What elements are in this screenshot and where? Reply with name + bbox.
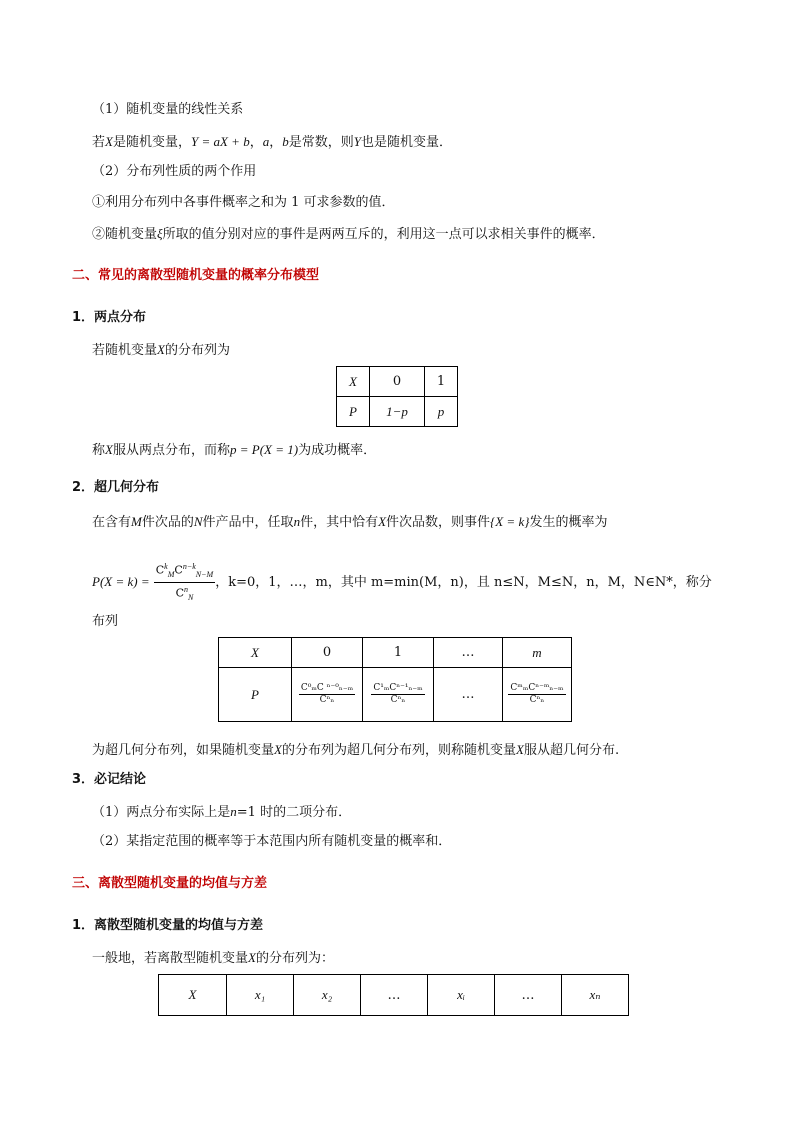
table-cell: p (425, 397, 458, 427)
mean-distribution-table (158, 974, 629, 1016)
conclusion-2: （2）某指定范围的概率等于本范围内所有随机变量的概率和． (92, 834, 452, 849)
table-cell: 1 (363, 638, 434, 668)
table-cell: x₂ (294, 975, 361, 1016)
table-cell: m (503, 638, 572, 668)
table-cell: $\frac{\text{C⁰ₘC ⁿ⁻⁰ₙ₋ₘ}}{\text{Cⁿₙ}}$ (292, 668, 363, 722)
use-1-text: ①利用分布列中各事件概率之和为 1 可求参数的值． (92, 195, 395, 210)
table-cell: $\frac{\text{CᵐₘCⁿ⁻ᵐₙ₋ₘ}}{\text{Cⁿₙ}}$ (503, 668, 572, 722)
two-point-table (336, 366, 458, 427)
hypergeometric-formula: P(X = k) = $\frac{C^k_MC^{n-k}_{N-M}}{C^n_N}$ ，k=0，1，…，m，其中 m=min(M，n)，且 n≤N，M≤N，n，M，N∈N*，称分 (92, 560, 712, 605)
table-cell: 0 (370, 367, 425, 397)
table-cell: xᵢ (428, 975, 495, 1016)
table-cell: X (159, 975, 227, 1016)
table-cell: … (361, 975, 428, 1016)
formula-fraction: $\frac{C^k_MC^{n-k}_{N-M}}{C^n_N}$ (155, 562, 214, 602)
table-cell: xₙ (562, 975, 629, 1016)
mean-variance-intro: 一般地，若离散型随机变量X的分布列为： (92, 950, 334, 966)
hypergeometric-table (218, 637, 572, 722)
table-cell: 1 (425, 367, 458, 397)
conclusion-1: （1）两点分布实际上是n=1 时的二项分布． (92, 804, 352, 820)
hypergeometric-intro: 在含有M件次品的N件产品中，任取n件，其中恰有X件次品数，则事件{X = k}发生的概率为 (92, 514, 608, 530)
table-cell: $\frac{\text{C¹ₘCⁿ⁻¹ₙ₋ₘ}}{\text{Cⁿₙ}}$ (363, 668, 434, 722)
section-3-title: 三、离散型随机变量的均值与方差 (72, 876, 268, 891)
hypergeometric-heading: 2．超几何分布 (72, 480, 160, 495)
hypergeometric-definition: 为超几何分布列，如果随机变量X的分布列为超几何分布列，则称随机变量X服从超几何分布. (92, 742, 620, 758)
table-cell: X (337, 367, 370, 397)
table-cell: P (219, 668, 292, 722)
table-cell: 0 (292, 638, 363, 668)
two-point-definition: 称X服从两点分布，而称p = P(X = 1)为成功概率． (92, 442, 377, 458)
table-cell: 1−p (370, 397, 425, 427)
two-point-heading: 1．两点分布 (72, 310, 147, 325)
linear-relation-text: 若X是随机变量，Y = aX + b，a，b是常数，则Y也是随机变量． (92, 134, 452, 150)
section-2-title: 二、常见的离散型随机变量的概率分布模型 (72, 268, 320, 283)
subsection-distribution-uses: （2）分布列性质的两个作用 (92, 164, 257, 179)
table-cell: x₁ (227, 975, 294, 1016)
use-2-text: ②随机变量ξ所取的值分别对应的事件是两两互斥的，利用这一点可以求相关事件的概率． (92, 226, 605, 242)
conclusion-heading: 3．必记结论 (72, 772, 147, 787)
table-cell: X (219, 638, 292, 668)
table-cell: … (434, 668, 503, 722)
two-point-intro: 若随机变量X的分布列为 (92, 342, 230, 358)
subsection-linear-relation: （1）随机变量的线性关系 (92, 102, 244, 117)
table-cell: … (434, 638, 503, 668)
mean-variance-heading: 1．离散型随机变量的均值与方差 (72, 918, 264, 933)
table-cell: P (337, 397, 370, 427)
table-cell: … (495, 975, 562, 1016)
hypergeometric-formula-continued: 布列 (92, 614, 119, 629)
